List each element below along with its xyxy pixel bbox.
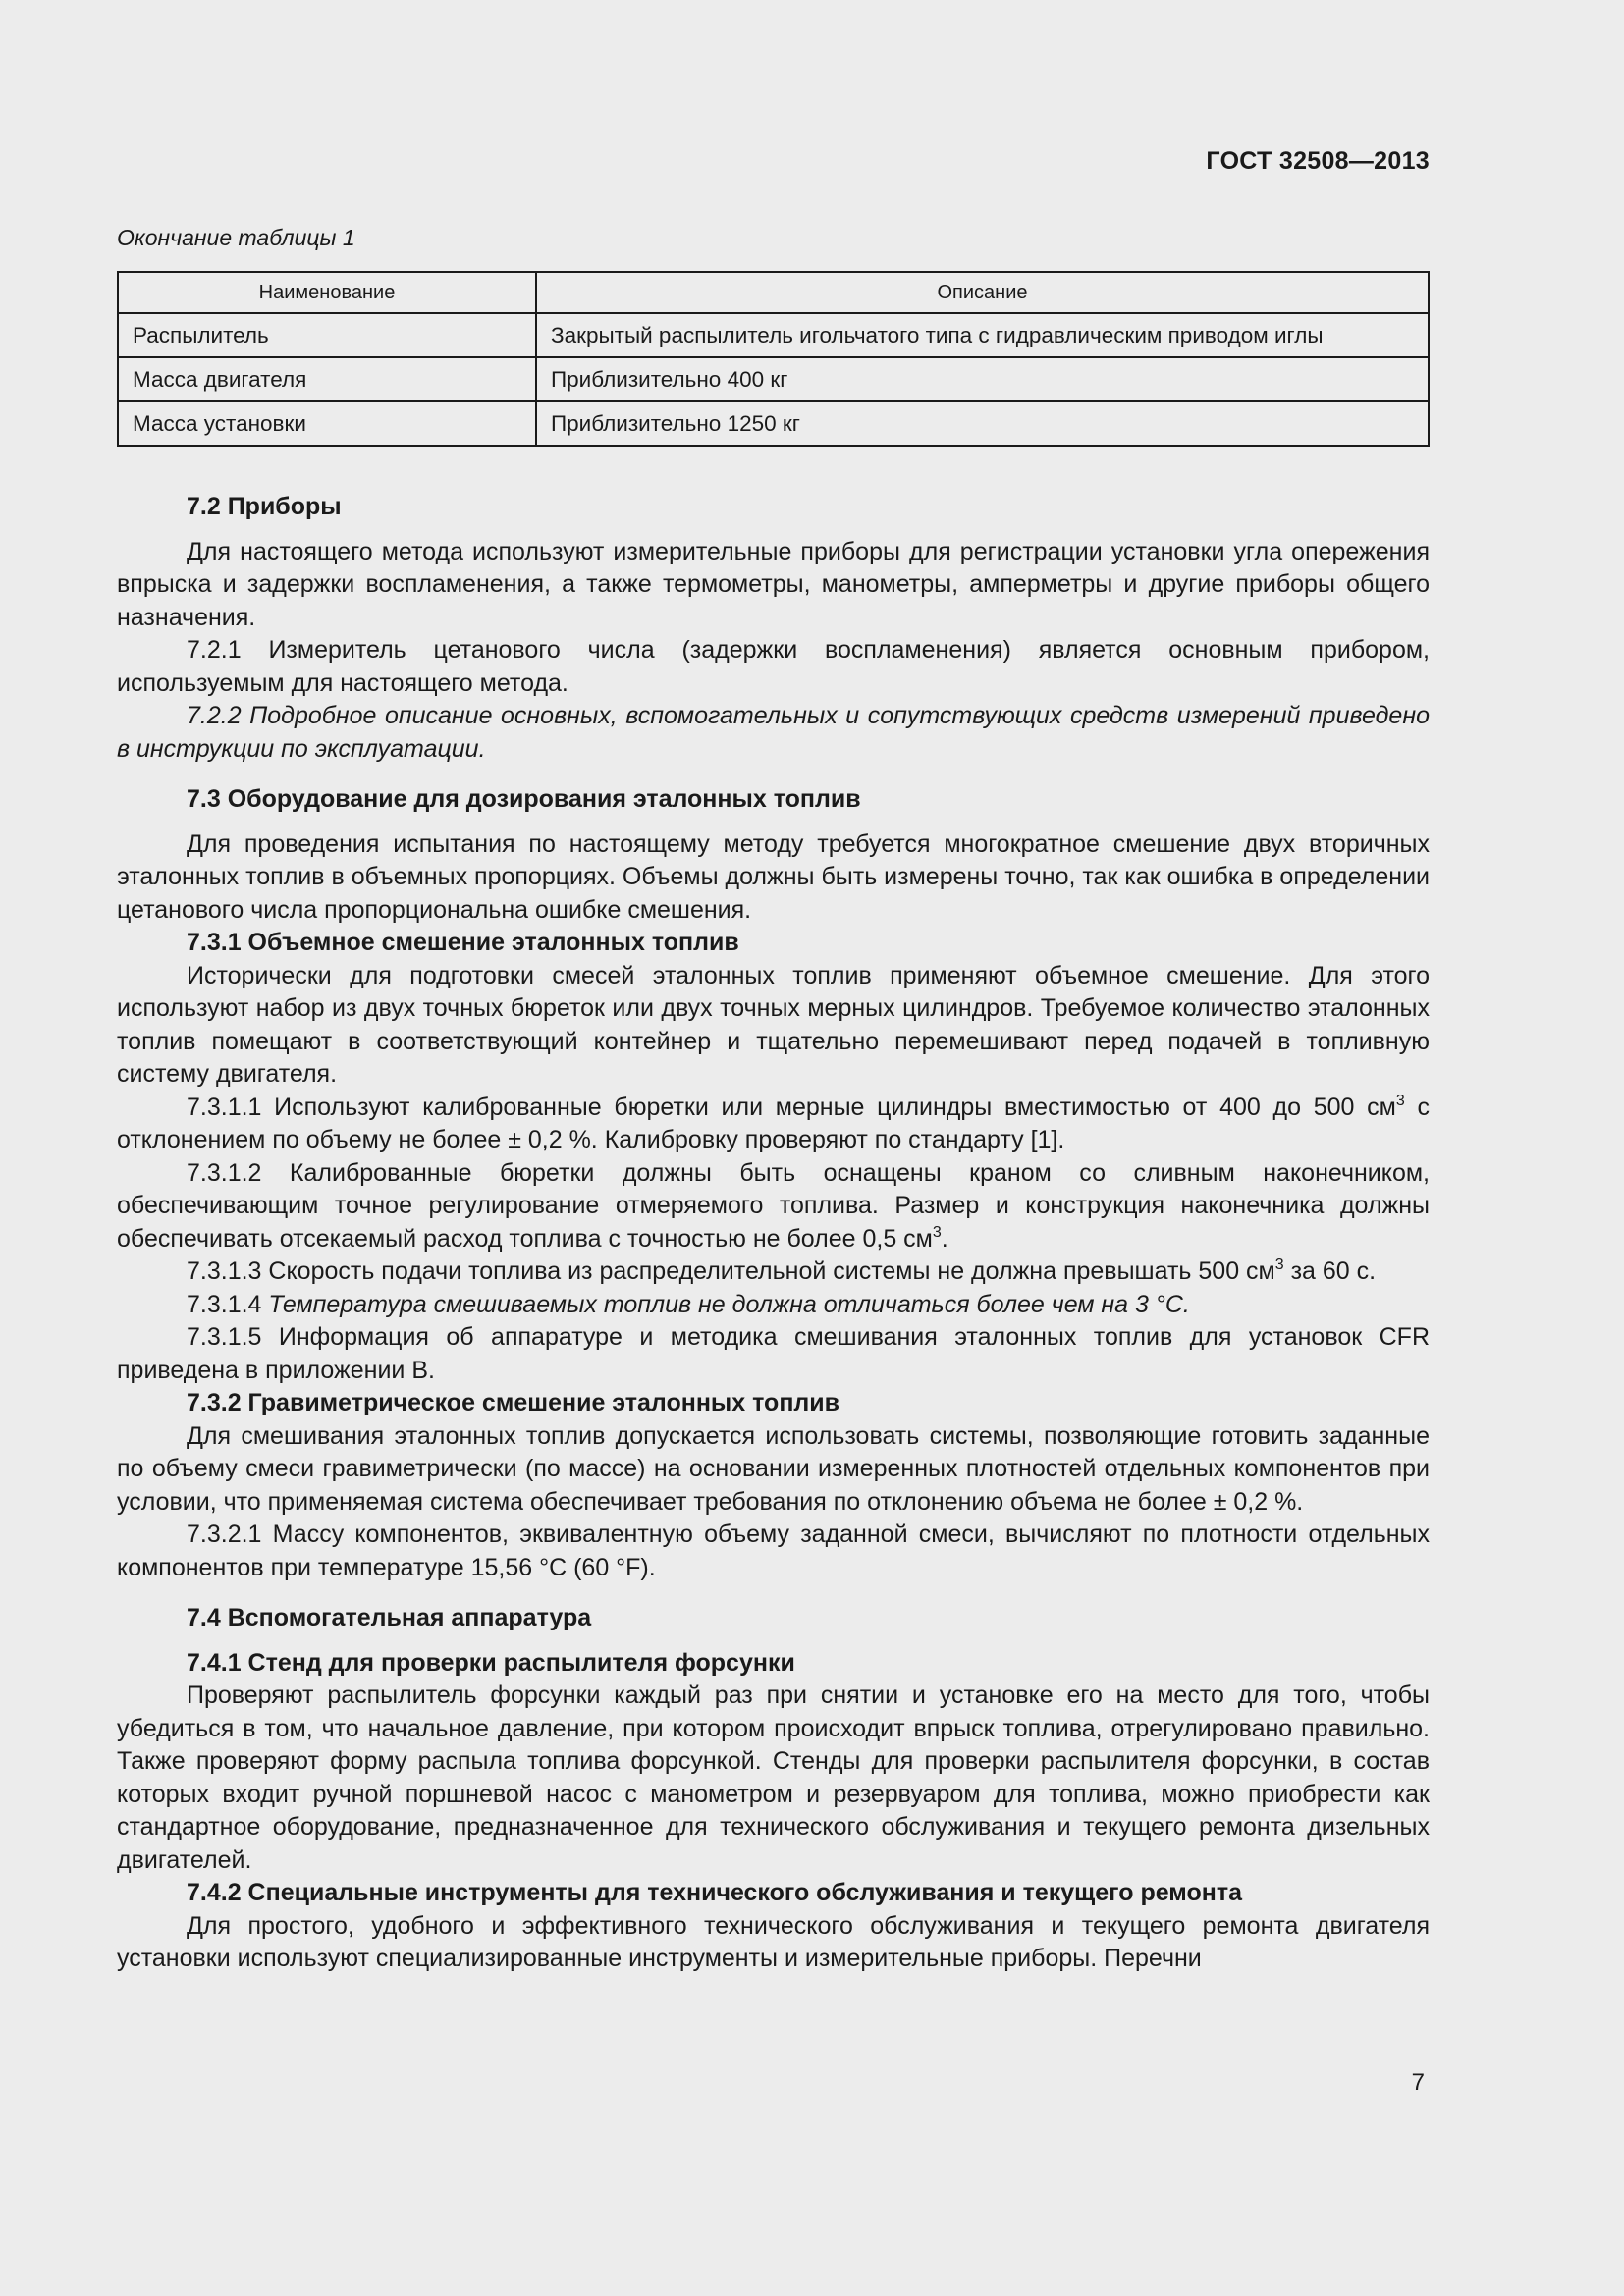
section-heading: 7.4 Вспомогательная аппаратура [187, 1604, 592, 1631]
document-body [117, 491, 1430, 1976]
paragraph [117, 1289, 1430, 1322]
table-cell: Приблизительно 400 кг [536, 357, 1429, 401]
table-cell: Масса двигателя [118, 357, 536, 401]
column-header: Описание [536, 272, 1429, 313]
text-run: 7.3.1.4 [187, 1290, 269, 1318]
table-cell: Приблизительно 1250 кг [536, 401, 1429, 446]
paragraph: Для проведения испытания по настоящему методу требуется многократное смешение двух вторичных эталонных топлив в объемных пропорциях. Объемы должны быть измерены точно, так как ошибка в определении цетанового числа пропорциональна ошибке смешения. [117, 829, 1430, 924]
paragraph: Для простого, удобного и эффективного технического обслуживания и текущего ремонта двигателя установки используют специализированные инструменты и измерительные приборы. Перечни [117, 1911, 1430, 1972]
text-run: 7.3.1.1 Используют калиброванные бюретки или мерные цилиндры вместимостью от 400 до 500 см [187, 1093, 1396, 1121]
table-row [118, 313, 1429, 357]
subsection-heading: 7.4.1 Стенд для проверки распылителя форсунки [187, 1648, 795, 1677]
table-cell: Масса установки [118, 401, 536, 446]
table-row [118, 357, 1429, 401]
paragraph [117, 1157, 1430, 1256]
text-run: 7.3.1.2 Калиброванные бюретки должны быть оснащены краном со сливным наконечником, обеспечивающим точное регулирование отмеряемого топлива. Размер и конструкция наконечника должны обеспечивать отсекаемый расход топлива с точностью не более 0,5 см [117, 1158, 1430, 1253]
paragraph: Проверяют распылитель форсунки каждый раз при снятии и установке его на место для того, чтобы убедиться в том, что начальное давление, при котором происходит впрыск топлива, отрегулировано правильно. Также проверяют форму распыла топлива форсункой. Стенды для проверки распылителя форсунки, в состав которых входит ручной поршневой насос с манометром и резервуаром для топлива, можно приобрести как стандартное оборудование, предназначенное для технического обслуживания и текущего ремонта дизельных двигателей. [117, 1682, 1430, 1874]
paragraph: 7.2.1 Измеритель цетанового числа (задержки воспламенения) является основным прибором, используемым для настоящего метода. [117, 636, 1430, 697]
standard-code: ГОСТ 32508—2013 [1206, 147, 1430, 175]
text-run: . [941, 1224, 948, 1253]
document-page [117, 0, 1430, 2296]
paragraph: 7.3.1.5 Информация об аппаратуре и методика смешивания эталонных топлив для установок CFR приведена в приложении В. [117, 1323, 1430, 1384]
text-run: за 60 с. [1283, 1257, 1377, 1285]
text-run: Температура смешиваемых топлив не должна отличаться более чем на 3 °С. [268, 1290, 1190, 1318]
table-header-row [118, 272, 1429, 313]
paragraph [117, 1255, 1430, 1289]
subsection-heading: 7.3.1 Объемное смешение эталонных топлив [187, 929, 739, 956]
superscript: 3 [1395, 1092, 1405, 1109]
paragraph: Для настоящего метода используют измерительные приборы для регистрации установки угла опережения впрыска и задержки воспламенения, а также термометры, манометры, амперметры и другие приборы общего назначения. [117, 537, 1430, 631]
table-cell: Закрытый распылитель игольчатого типа с гидравлическим приводом иглы [536, 313, 1429, 357]
subsection-heading: 7.3.2 Гравиметрическое смешение эталонных топлив [187, 1389, 840, 1416]
page-number: 7 [1411, 2069, 1425, 2096]
section-heading: 7.2 Приборы [187, 493, 342, 520]
paragraph: 7.2.2 Подробное описание основных, вспомогательных и сопутствующих средств измерений приведено в инструкции по эксплуатации. [117, 702, 1430, 763]
superscript: 3 [1274, 1256, 1284, 1273]
text-run: 7.3.1.3 Скорость подачи топлива из распределительной системы не должна превышать 500 см [187, 1257, 1275, 1285]
table-cell: Распылитель [118, 313, 536, 357]
paragraph: Исторически для подготовки смесей эталонных топлив применяют объемное смешение. Для этого используют набор из двух точных бюреток или двух точных мерных цилиндров. Требуемое количество эталонных топлив помещают в соответствующий контейнер и тщательно перемешивают перед подачей в топливную систему двигателя. [117, 961, 1430, 1088]
paragraph [117, 1092, 1430, 1157]
table-row [118, 401, 1429, 446]
table-caption: Окончание таблицы 1 [117, 225, 355, 250]
paragraph: 7.3.2.1 Массу компонентов, эквивалентную объему заданной смеси, вычисляют по плотности отдельных компонентов при температуре 15,56 °С (60 °F). [117, 1521, 1430, 1581]
subsection-heading: 7.4.2 Специальные инструменты для технического обслуживания и текущего ремонта [187, 1879, 1242, 1906]
text-run: с отклонением по объему не более ± 0,2 %. Калибровку проверяют по стандарту [1]. [117, 1093, 1430, 1153]
section-heading: 7.3 Оборудование для дозирования эталонных топлив [187, 785, 861, 813]
column-header: Наименование [118, 272, 536, 313]
specification-table [117, 271, 1430, 447]
superscript: 3 [932, 1223, 942, 1241]
paragraph: Для смешивания эталонных топлив допускается использовать системы, позволяющие готовить заданные по объему смеси гравиметрически (по массе) на основании измеренных плотностей отдельных компонентов при условии, что применяемая система обеспечивает требования по отклонению объема не более ± 0,2 %. [117, 1421, 1430, 1516]
